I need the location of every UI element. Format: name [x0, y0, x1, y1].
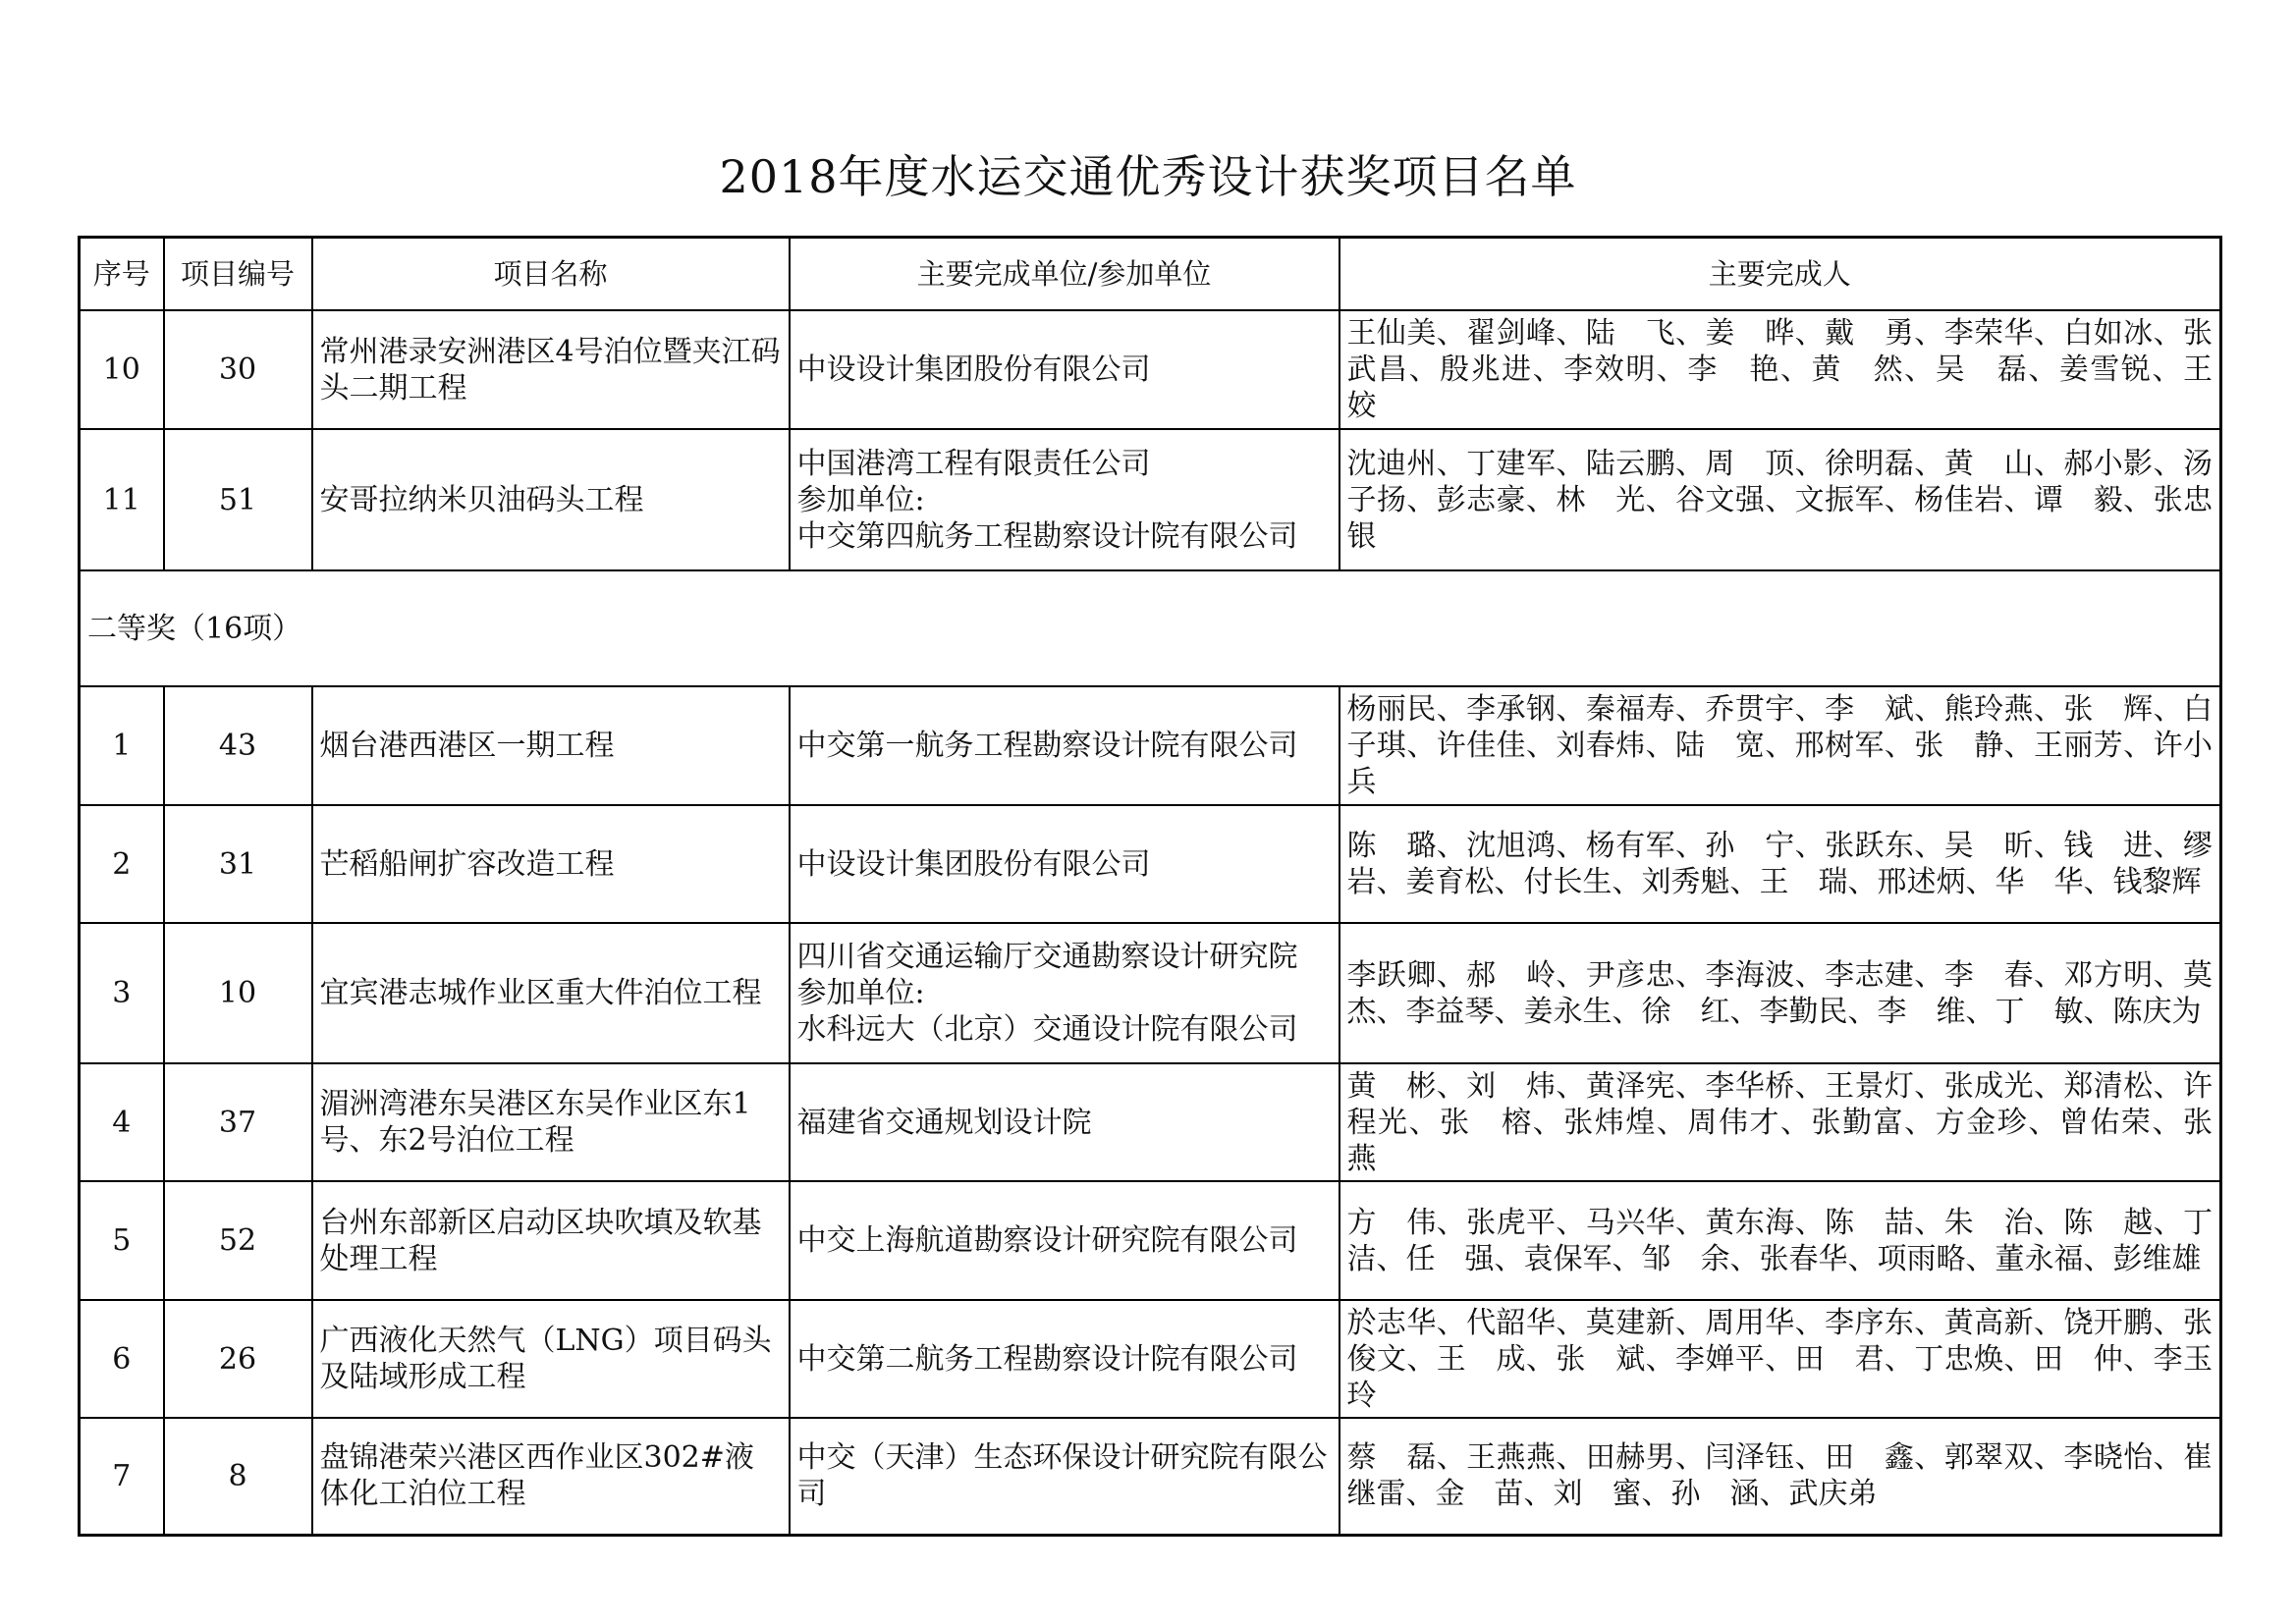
table-row — [80, 805, 2221, 923]
cell-unit: 中交上海航道勘察设计研究院有限公司 — [790, 1181, 1339, 1300]
header-seq: 序号 — [80, 238, 164, 311]
cell-unit: 中交（天津）生态环保设计研究院有限公司 — [790, 1418, 1339, 1535]
cell-code: 43 — [164, 686, 312, 805]
section-row — [80, 570, 2221, 686]
cell-seq: 6 — [80, 1300, 164, 1418]
cell-code: 26 — [164, 1300, 312, 1418]
cell-seq: 7 — [80, 1418, 164, 1535]
table-row — [80, 1181, 2221, 1300]
cell-unit: 福建省交通规划设计院 — [790, 1063, 1339, 1181]
cell-name: 湄洲湾港东吴港区东吴作业区东1号、东2号泊位工程 — [312, 1063, 790, 1181]
cell-seq: 11 — [80, 429, 164, 570]
cell-seq: 5 — [80, 1181, 164, 1300]
cell-seq: 2 — [80, 805, 164, 923]
header-name: 项目名称 — [312, 238, 790, 311]
header-row — [80, 238, 2221, 311]
table-row — [80, 1063, 2221, 1181]
cell-seq: 4 — [80, 1063, 164, 1181]
cell-people: 方 伟、张虎平、马兴华、黄东海、陈 喆、朱 治、陈 越、丁 洁、任 强、袁保军、邹 余、张春华、项雨略、董永福、彭维雄 — [1339, 1181, 2221, 1300]
cell-name: 常州港录安洲港区4号泊位暨夹江码头二期工程 — [312, 310, 790, 429]
cell-unit: 中交第二航务工程勘察设计院有限公司 — [790, 1300, 1339, 1418]
cell-unit: 中设设计集团股份有限公司 — [790, 310, 1339, 429]
cell-name: 芒稻船闸扩容改造工程 — [312, 805, 790, 923]
cell-code: 31 — [164, 805, 312, 923]
cell-seq: 3 — [80, 923, 164, 1063]
cell-name: 台州东部新区启动区块吹填及软基处理工程 — [312, 1181, 790, 1300]
cell-code: 51 — [164, 429, 312, 570]
cell-people: 沈迪州、丁建军、陆云鹏、周 顶、徐明磊、黄 山、郝小影、汤子扬、彭志豪、林 光、谷文强、文振军、杨佳岩、谭 毅、张忠银 — [1339, 429, 2221, 570]
cell-seq: 1 — [80, 686, 164, 805]
cell-people: 黄 彬、刘 炜、黄泽宪、李华桥、王景灯、张成光、郑清松、许程光、张 榕、张炜煌、周伟才、张勤富、方金珍、曾佑荣、张 燕 — [1339, 1063, 2221, 1181]
cell-people: 李跃卿、郝 岭、尹彦忠、李海波、李志建、李 春、邓方明、莫 杰、李益琴、姜永生、徐 红、李勤民、李 维、丁 敏、陈庆为 — [1339, 923, 2221, 1063]
cell-code: 52 — [164, 1181, 312, 1300]
header-unit: 主要完成单位/参加单位 — [790, 238, 1339, 311]
cell-code: 30 — [164, 310, 312, 429]
header-code: 项目编号 — [164, 238, 312, 311]
cell-people: 蔡 磊、王燕燕、田赫男、闫泽钰、田 鑫、郭翠双、李晓怡、崔继雷、金 苗、刘 蜜、孙 涵、武庆弟 — [1339, 1418, 2221, 1535]
cell-code: 8 — [164, 1418, 312, 1535]
section-second-prize: 二等奖（16项） — [80, 570, 2221, 686]
cell-seq: 10 — [80, 310, 164, 429]
cell-unit: 四川省交通运输厅交通勘察设计研究院 参加单位: 水科远大（北京）交通设计院有限公司 — [790, 923, 1339, 1063]
cell-people: 王仙美、翟剑峰、陆 飞、姜 晔、戴 勇、李荣华、白如冰、张武昌、殷兆进、李效明、李 艳、黄 然、吴 磊、姜雪锐、王 姣 — [1339, 310, 2221, 429]
cell-code: 10 — [164, 923, 312, 1063]
cell-name: 广西液化天然气（LNG）项目码头及陆域形成工程 — [312, 1300, 790, 1418]
cell-name: 宜宾港志城作业区重大件泊位工程 — [312, 923, 790, 1063]
cell-unit: 中国港湾工程有限责任公司 参加单位: 中交第四航务工程勘察设计院有限公司 — [790, 429, 1339, 570]
table-row — [80, 923, 2221, 1063]
cell-unit: 中交第一航务工程勘察设计院有限公司 — [790, 686, 1339, 805]
cell-people: 陈 璐、沈旭鸿、杨有军、孙 宁、张跃东、吴 昕、钱 进、缪 岩、姜育松、付长生、刘秀魁、王 瑞、邢述炳、华 华、钱黎辉 — [1339, 805, 2221, 923]
cell-people: 於志华、代韶华、莫建新、周用华、李序东、黄高新、饶开鹏、张俊文、王 成、张 斌、李婵平、田 君、丁忠焕、田 仲、李玉玲 — [1339, 1300, 2221, 1418]
cell-name: 烟台港西港区一期工程 — [312, 686, 790, 805]
cell-unit: 中设设计集团股份有限公司 — [790, 805, 1339, 923]
table-row — [80, 1418, 2221, 1535]
table-row — [80, 429, 2221, 570]
cell-name: 安哥拉纳米贝油码头工程 — [312, 429, 790, 570]
cell-code: 37 — [164, 1063, 312, 1181]
table-row — [80, 310, 2221, 429]
awards-table — [78, 236, 2242, 1537]
table-row — [80, 1300, 2221, 1418]
cell-name: 盘锦港荣兴港区西作业区302#液体化工泊位工程 — [312, 1418, 790, 1535]
cell-people: 杨丽民、李承钢、秦福寿、乔贯宇、李 斌、熊玲燕、张 辉、白子琪、许佳佳、刘春炜、陆 宽、邢树军、张 静、王丽芳、许小兵 — [1339, 686, 2221, 805]
table-row — [80, 686, 2221, 805]
header-people: 主要完成人 — [1339, 238, 2221, 311]
page-title: 2018年度水运交通优秀设计获奖项目名单 — [719, 150, 1577, 203]
